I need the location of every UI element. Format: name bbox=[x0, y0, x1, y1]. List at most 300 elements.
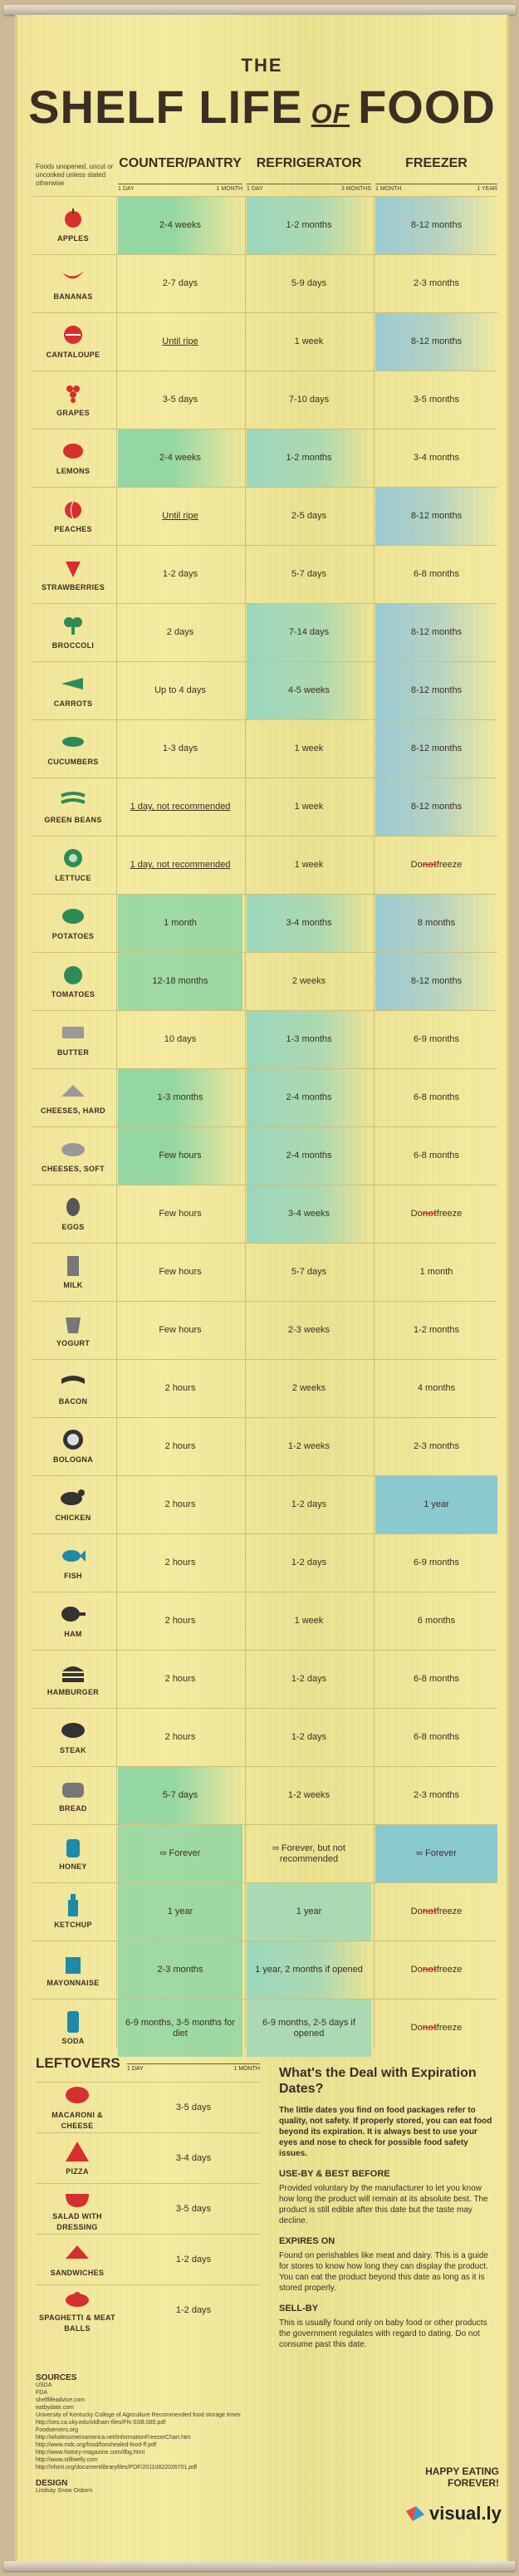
source-line: eatbydate.com bbox=[36, 2405, 74, 2411]
source-line: http://www.mdc.org/food/fooshealed-food-ff.pdf bbox=[36, 2442, 157, 2448]
leftover-food-cell bbox=[36, 2083, 119, 2132]
food-name: POTATOES bbox=[51, 932, 95, 940]
sources-list bbox=[36, 2382, 310, 2471]
food-name: PEACHES bbox=[54, 525, 92, 533]
title-of: OF bbox=[311, 99, 350, 129]
food-cell bbox=[32, 1244, 114, 1301]
leftover-value: 3-5 days bbox=[175, 2204, 212, 2214]
food-cell bbox=[32, 488, 114, 545]
food-table bbox=[32, 196, 497, 2057]
egg-icon bbox=[59, 1195, 87, 1219]
freezer-value: 6-9 months bbox=[413, 1558, 460, 1568]
freezer-value: 8-12 months bbox=[375, 488, 497, 545]
food-name: FISH bbox=[64, 1572, 82, 1580]
leftover-food-cell bbox=[36, 2133, 119, 2183]
food-name: TOMATOES bbox=[51, 990, 95, 999]
table-row bbox=[32, 778, 497, 836]
milk-icon bbox=[59, 1254, 87, 1277]
refrigerator-value: 1 week bbox=[294, 860, 324, 870]
freezer-value: Do not freeze bbox=[410, 1906, 463, 1916]
table-row bbox=[32, 603, 497, 661]
scroll-bottom-bar bbox=[3, 2561, 516, 2571]
scale-min: 1 DAY bbox=[127, 2066, 144, 2072]
freezer-value: 6-9 months bbox=[413, 1034, 460, 1044]
food-cell bbox=[32, 1592, 114, 1650]
leftover-value: 3-4 days bbox=[175, 2153, 212, 2163]
deal-text-sell-by: This is usually found only on baby food or other products the government regulates with regard to dating. Do not consume past this date. bbox=[279, 2318, 487, 2349]
pantry-value: 6-9 months, 3-5 months for diet bbox=[118, 1999, 242, 2057]
table-row bbox=[32, 1068, 497, 1126]
pantry-value: 1 month bbox=[118, 895, 242, 952]
food-cell bbox=[32, 778, 114, 836]
pantry-value: 1 day, not recommended bbox=[130, 860, 231, 870]
food-name: BROCCOLI bbox=[51, 641, 95, 650]
food-cell bbox=[32, 1360, 114, 1417]
food-name: CUCUMBERS bbox=[47, 758, 99, 766]
food-cell bbox=[32, 1709, 114, 1766]
scale-max: 1 MONTH bbox=[233, 2066, 260, 2072]
table-row bbox=[32, 1766, 497, 1824]
pantry-value: 2-4 weeks bbox=[118, 197, 242, 254]
refrigerator-value: 2-3 weeks bbox=[287, 1325, 330, 1335]
food-name: CHEESES, SOFT bbox=[42, 1165, 105, 1173]
food-cell bbox=[32, 255, 114, 312]
pantry-value: 1 day, not recommended bbox=[130, 802, 231, 812]
table-row bbox=[32, 1359, 497, 1417]
leftover-row bbox=[36, 2234, 260, 2284]
potato-icon bbox=[59, 905, 87, 928]
refrigerator-value: 7-10 days bbox=[288, 395, 330, 405]
apple-icon bbox=[59, 207, 87, 230]
macaroni-icon bbox=[63, 2083, 91, 2107]
leftover-row bbox=[36, 2284, 260, 2335]
scale-max: 3 MONTHS bbox=[340, 186, 371, 192]
food-name: HAM bbox=[64, 1630, 82, 1638]
table-row bbox=[32, 1010, 497, 1068]
freezer-value: 1 month bbox=[419, 1267, 453, 1277]
leftover-row bbox=[36, 2082, 260, 2132]
freezer-value: 6-8 months bbox=[413, 1674, 460, 1684]
pantry-value: 1-3 months bbox=[118, 1069, 242, 1126]
table-row bbox=[32, 1417, 497, 1475]
leftover-name: PIZZA bbox=[66, 2166, 89, 2176]
source-line: http://wholesomeinamerica.net/InformationFreezerChart.htm bbox=[36, 2435, 191, 2441]
source-line: University of Kentucky College of Agriculture Recommended food storage times bbox=[36, 2412, 241, 2418]
leftovers-scale bbox=[127, 2063, 260, 2072]
design-label: DESIGN bbox=[36, 2479, 68, 2488]
page-title bbox=[17, 80, 507, 146]
food-name: BUTTER bbox=[56, 1048, 90, 1057]
pantry-value: 12-18 months bbox=[118, 953, 242, 1010]
food-name: CHICKEN bbox=[55, 1514, 91, 1522]
freezer-value: Do not freeze bbox=[410, 1965, 463, 1975]
poster bbox=[15, 15, 509, 2561]
deal-heading-use-by: USE-BY & BEST BEFORE bbox=[279, 2169, 390, 2179]
pantry-value: 2 days bbox=[166, 627, 194, 637]
refrigerator-value: 2-5 days bbox=[291, 511, 327, 521]
pantry-value: 1-2 days bbox=[162, 569, 198, 579]
deal-title: What's the Deal with Expiration Dates? bbox=[279, 2066, 477, 2096]
soft-cheese-icon bbox=[59, 1137, 87, 1160]
freezer-value: 8-12 months bbox=[375, 604, 497, 661]
food-name: LETTUCE bbox=[55, 874, 91, 882]
food-name: GREEN BEANS bbox=[44, 816, 102, 824]
refrigerator-value: 1 week bbox=[294, 743, 324, 753]
scale-max: 1 YEAR bbox=[477, 186, 497, 192]
pantry-value: Few hours bbox=[118, 1127, 242, 1185]
refrigerator-value: 1-3 months bbox=[247, 1011, 371, 1068]
refrigerator-value: 5-9 days bbox=[291, 278, 327, 288]
refrigerator-value: 1-2 months bbox=[247, 197, 371, 254]
food-name: MAYONNAISE bbox=[47, 1979, 100, 1987]
fish-icon bbox=[59, 1544, 87, 1568]
source-line: http://ces.ca.uky.edu/oldham-files/FN-SSB.085.pdf bbox=[36, 2420, 166, 2426]
pantry-value: Until ripe bbox=[162, 511, 198, 521]
pantry-value: Few hours bbox=[159, 1325, 202, 1335]
food-cell bbox=[32, 1418, 114, 1475]
pantry-value: 2 hours bbox=[164, 1383, 196, 1393]
freezer-value: 6 months bbox=[417, 1616, 456, 1626]
source-line: FDA bbox=[36, 2390, 47, 2396]
refrigerator-value: 5-7 days bbox=[291, 569, 327, 579]
scale-refrigerator bbox=[247, 184, 371, 192]
freezer-value: Do not freeze bbox=[410, 1209, 463, 1219]
deal-text-use-by: Provided voluntary by the manufacturer to let you know how long the product will remain at its absolute best. The product is still edible after this date but the taste may decline. bbox=[279, 2184, 488, 2225]
leftover-food-cell bbox=[36, 2235, 119, 2284]
freezer-value: 8-12 months bbox=[375, 953, 497, 1010]
leftover-row bbox=[36, 2183, 260, 2234]
freezer-value: 1 year bbox=[375, 1476, 497, 1533]
food-name: CARROTS bbox=[53, 699, 93, 708]
hamburger-icon bbox=[59, 1661, 87, 1684]
table-row bbox=[32, 1126, 497, 1185]
pizza-icon bbox=[63, 2140, 91, 2163]
food-name: GRAPES bbox=[56, 409, 90, 417]
food-cell bbox=[32, 1767, 114, 1824]
food-cell bbox=[32, 1999, 114, 2057]
grapes-icon bbox=[59, 381, 87, 405]
refrigerator-value: 1-2 weeks bbox=[287, 1790, 330, 1800]
refrigerator-value: 7-14 days bbox=[247, 604, 371, 661]
leftover-food-cell bbox=[36, 2184, 119, 2234]
carrot-icon bbox=[59, 672, 87, 695]
freezer-value: Do not freeze bbox=[410, 2023, 463, 2033]
pantry-value: 2 hours bbox=[164, 1499, 196, 1509]
food-cell bbox=[32, 1302, 114, 1359]
freezer-value: ∞ Forever bbox=[375, 1825, 497, 1882]
pantry-value: 2 hours bbox=[164, 1558, 196, 1568]
food-name: EGGS bbox=[61, 1223, 85, 1231]
refrigerator-value: 1-2 days bbox=[291, 1674, 327, 1684]
food-cell bbox=[32, 1825, 114, 1882]
scale-pantry bbox=[118, 184, 242, 192]
food-name: MILK bbox=[63, 1281, 83, 1289]
deal-heading-expires-on: EXPIRES ON bbox=[279, 2236, 335, 2246]
refrigerator-value: 1 week bbox=[294, 1616, 324, 1626]
food-cell bbox=[32, 371, 114, 429]
title-part2: FOOD bbox=[358, 81, 496, 133]
table-row bbox=[32, 1475, 497, 1533]
green-beans-icon bbox=[59, 788, 87, 812]
banana-icon bbox=[59, 265, 87, 288]
table-row bbox=[32, 952, 497, 1010]
refrigerator-value: 1-2 days bbox=[291, 1732, 327, 1742]
food-name: STEAK bbox=[59, 1746, 86, 1754]
title-the: THE bbox=[241, 55, 283, 76]
freezer-value: 8-12 months bbox=[375, 313, 497, 370]
hard-cheese-icon bbox=[59, 1079, 87, 1102]
table-row bbox=[32, 370, 497, 429]
refrigerator-value: 2-4 months bbox=[247, 1127, 371, 1185]
bacon-icon bbox=[59, 1370, 87, 1393]
food-cell bbox=[32, 1534, 114, 1592]
food-cell bbox=[32, 1476, 114, 1533]
food-name: KETCHUP bbox=[54, 1921, 92, 1929]
yogurt-icon bbox=[59, 1312, 87, 1335]
source-line: USDA bbox=[36, 2382, 52, 2388]
food-cell bbox=[32, 1069, 114, 1126]
freezer-value: 8-12 months bbox=[375, 778, 497, 836]
pantry-value: 2 hours bbox=[164, 1732, 196, 1742]
food-name: LEMONS bbox=[56, 467, 91, 475]
leftovers-table bbox=[36, 2082, 260, 2335]
leftover-value: 3-5 days bbox=[175, 2103, 212, 2112]
food-cell bbox=[32, 1651, 114, 1708]
refrigerator-value: 3-4 weeks bbox=[247, 1185, 371, 1243]
lettuce-icon bbox=[59, 846, 87, 870]
freezer-value: Do not freeze bbox=[410, 860, 463, 870]
table-row bbox=[32, 894, 497, 952]
leftover-value: 1-2 days bbox=[175, 2305, 212, 2315]
column-header-refrigerator: REFRIGERATOR bbox=[256, 156, 362, 170]
ketchup-icon bbox=[59, 1893, 87, 1916]
freezer-value: 8-12 months bbox=[375, 720, 497, 778]
sandwich-icon bbox=[63, 2241, 91, 2264]
table-row bbox=[32, 661, 497, 719]
freezer-value: 6-8 months bbox=[413, 1092, 460, 1102]
table-row bbox=[32, 719, 497, 778]
refrigerator-value: 1 year bbox=[247, 1883, 371, 1941]
scale-min: 1 MONTH bbox=[375, 186, 402, 192]
visually-logo-icon bbox=[406, 2505, 424, 2523]
broccoli-icon bbox=[59, 614, 87, 637]
peach-icon bbox=[59, 498, 87, 521]
table-row bbox=[32, 1882, 497, 1941]
refrigerator-value: 1-2 months bbox=[247, 429, 371, 487]
source-line: http://www.stillwelly.com bbox=[36, 2457, 98, 2463]
freezer-value: 2-3 months bbox=[413, 278, 460, 288]
pantry-value: 2 hours bbox=[164, 1674, 196, 1684]
table-row bbox=[32, 545, 497, 603]
pantry-value: 10 days bbox=[164, 1034, 197, 1044]
freezer-value: 6-8 months bbox=[413, 1732, 460, 1742]
pantry-value: 2 hours bbox=[164, 1616, 196, 1626]
food-cell bbox=[32, 953, 114, 1010]
refrigerator-value: ∞ Forever, but not recommended bbox=[272, 1842, 345, 1864]
food-name: BOLOGNA bbox=[52, 1455, 94, 1464]
table-row bbox=[32, 1533, 497, 1592]
leftover-name: MACARONI & CHEESE bbox=[51, 2111, 103, 2130]
freezer-value: 2-3 months bbox=[413, 1790, 460, 1800]
freezer-value: 8-12 months bbox=[375, 197, 497, 254]
freezer-value: 1-2 months bbox=[413, 1325, 460, 1335]
pantry-value: Up to 4 days bbox=[154, 685, 206, 695]
designer-name: Lindsay Snow Osborn bbox=[36, 2488, 93, 2494]
ham-icon bbox=[59, 1602, 87, 1626]
pantry-value: 2 hours bbox=[164, 1441, 196, 1451]
source-line: http://www.history-magazine.com/ifbg.html bbox=[36, 2450, 145, 2456]
freezer-value: 3-4 months bbox=[413, 453, 460, 463]
pantry-value: 2-4 weeks bbox=[118, 429, 242, 487]
food-name: STRAWBERRIES bbox=[41, 583, 105, 591]
cantaloupe-icon bbox=[59, 323, 87, 346]
deal-intro: The little dates you find on food packages refer to quality, not safety. If properly stored, you can eat food beyond its expiration. It is always best to use your eyes and nose to check for possible food safety issues. bbox=[279, 2106, 492, 2158]
refrigerator-value: 2-4 months bbox=[247, 1069, 371, 1126]
brand-logo[interactable] bbox=[406, 2503, 502, 2524]
deal-text-expires-on: Found on perishables like meat and dairy. This is a guide for stores to know how long they can display the product. You can eat the product beyond this date as long as it is stored properly. bbox=[279, 2251, 488, 2293]
table-row bbox=[32, 429, 497, 487]
food-cell bbox=[32, 1185, 114, 1243]
food-name: BREAD bbox=[59, 1804, 87, 1813]
refrigerator-value: 1 week bbox=[294, 802, 324, 812]
refrigerator-value: 1-2 weeks bbox=[287, 1441, 330, 1451]
table-row bbox=[32, 254, 497, 312]
leftover-name: SPAGHETTI & MEAT BALLS bbox=[39, 2313, 115, 2333]
scale-max: 1 MONTH bbox=[216, 186, 242, 192]
sources-label: SOURCES bbox=[36, 2373, 77, 2382]
soda-icon bbox=[59, 2009, 87, 2033]
food-cell bbox=[32, 662, 114, 719]
food-cell bbox=[32, 1011, 114, 1068]
food-name: YOGURT bbox=[56, 1339, 91, 1347]
pantry-value: 1 year bbox=[118, 1883, 242, 1941]
source-line: Foodservers.org bbox=[36, 2427, 78, 2433]
pantry-value: 1-3 days bbox=[162, 743, 198, 753]
refrigerator-value: 6-9 months, 2-5 days if opened bbox=[247, 1999, 371, 2057]
food-name: HAMBURGER bbox=[47, 1688, 100, 1696]
food-cell bbox=[32, 1941, 114, 1999]
table-row bbox=[32, 487, 497, 545]
leftovers-title: LEFTOVERS bbox=[36, 2055, 120, 2071]
bologna-icon bbox=[59, 1428, 87, 1451]
freezer-value: 4 months bbox=[417, 1383, 456, 1393]
leftover-name: SANDWICHES bbox=[50, 2268, 105, 2277]
salad-icon bbox=[63, 2185, 91, 2208]
freezer-value: 8 months bbox=[375, 895, 497, 952]
food-cell bbox=[32, 313, 114, 370]
steak-icon bbox=[59, 1719, 87, 1742]
freezer-value: 8-12 months bbox=[375, 662, 497, 719]
pantry-value: ∞ Forever bbox=[118, 1825, 242, 1882]
refrigerator-value: 5-7 days bbox=[291, 1267, 327, 1277]
food-cell bbox=[32, 895, 114, 952]
source-line: http://nfsmi.org/documentlibraryfiles/PDF/20110822026701.pdf bbox=[36, 2465, 198, 2471]
freezer-value: 6-8 months bbox=[413, 1151, 460, 1160]
food-name: BACON bbox=[58, 1397, 88, 1406]
scroll-top-bar bbox=[3, 5, 516, 15]
table-row bbox=[32, 1592, 497, 1650]
refrigerator-value: 1 week bbox=[294, 336, 324, 346]
leftover-value: 1-2 days bbox=[175, 2255, 212, 2264]
freezer-value: 3-5 months bbox=[413, 395, 460, 405]
scale-freezer bbox=[375, 184, 497, 192]
table-row bbox=[32, 1243, 497, 1301]
table-row bbox=[32, 836, 497, 894]
refrigerator-value: 3-4 months bbox=[247, 895, 371, 952]
table-row bbox=[32, 1999, 497, 2057]
food-name: CANTALOUPE bbox=[46, 351, 100, 359]
leftover-name: SALAD WITH DRESSING bbox=[52, 2212, 102, 2231]
pantry-value: Few hours bbox=[159, 1267, 202, 1277]
pantry-value: 5-7 days bbox=[118, 1767, 242, 1824]
scale-min: 1 DAY bbox=[118, 186, 135, 192]
food-cell bbox=[32, 837, 114, 894]
pantry-value: Until ripe bbox=[162, 336, 198, 346]
food-name: CHEESES, HARD bbox=[41, 1106, 105, 1115]
sources-section bbox=[36, 2374, 310, 2495]
butter-icon bbox=[59, 1021, 87, 1044]
leftover-row bbox=[36, 2132, 260, 2183]
expiration-dates-section bbox=[279, 2065, 495, 2350]
source-line: shelflifeadvice.com bbox=[36, 2397, 86, 2403]
table-row bbox=[32, 196, 497, 254]
tagline: HAPPY EATING FOREVER! bbox=[425, 2466, 499, 2489]
freezer-value: 6-8 months bbox=[413, 569, 460, 579]
refrigerator-value: 4-5 weeks bbox=[247, 662, 371, 719]
deal-heading-sell-by: SELL-BY bbox=[279, 2304, 319, 2313]
pantry-value: Few hours bbox=[159, 1209, 202, 1219]
tomato-icon bbox=[59, 963, 87, 986]
refrigerator-value: 1-2 days bbox=[291, 1499, 327, 1509]
table-row bbox=[32, 1824, 497, 1882]
table-row bbox=[32, 1708, 497, 1766]
honey-icon bbox=[59, 1835, 87, 1858]
strawberry-icon bbox=[59, 556, 87, 579]
leftover-food-cell bbox=[36, 2285, 119, 2335]
chicken-icon bbox=[59, 1486, 87, 1509]
table-row bbox=[32, 1650, 497, 1708]
bread-icon bbox=[59, 1777, 87, 1800]
table-row bbox=[32, 1301, 497, 1359]
pantry-value: 2-7 days bbox=[162, 278, 198, 288]
column-header-pantry: COUNTER/PANTRY bbox=[119, 156, 242, 170]
lemon-icon bbox=[59, 439, 87, 463]
column-header-freezer: FREEZER bbox=[405, 156, 468, 170]
refrigerator-value: 2 weeks bbox=[291, 976, 326, 986]
spaghetti-icon bbox=[63, 2286, 91, 2309]
table-row bbox=[32, 312, 497, 370]
food-cell bbox=[32, 604, 114, 661]
leftovers-section bbox=[36, 2055, 260, 2335]
food-cell bbox=[32, 1127, 114, 1185]
refrigerator-value: 1 year, 2 months if opened bbox=[247, 1941, 371, 1999]
refrigerator-value: 2 weeks bbox=[291, 1383, 326, 1393]
food-name: BANANAS bbox=[53, 292, 93, 301]
table-row bbox=[32, 1185, 497, 1243]
brand-name: visual.ly bbox=[429, 2503, 502, 2524]
food-name: APPLES bbox=[57, 234, 89, 243]
food-cell bbox=[32, 197, 114, 254]
pantry-value: 3-5 days bbox=[162, 395, 198, 405]
food-cell bbox=[32, 1883, 114, 1941]
food-name: SODA bbox=[61, 2037, 85, 2045]
freezer-value: 2-3 months bbox=[413, 1441, 460, 1451]
storage-note: Foods unopened, uncut or uncooked unless stated otherwise bbox=[36, 163, 114, 187]
table-row bbox=[32, 1941, 497, 1999]
cucumber-icon bbox=[59, 730, 87, 753]
food-cell bbox=[32, 546, 114, 603]
food-cell bbox=[32, 429, 114, 487]
